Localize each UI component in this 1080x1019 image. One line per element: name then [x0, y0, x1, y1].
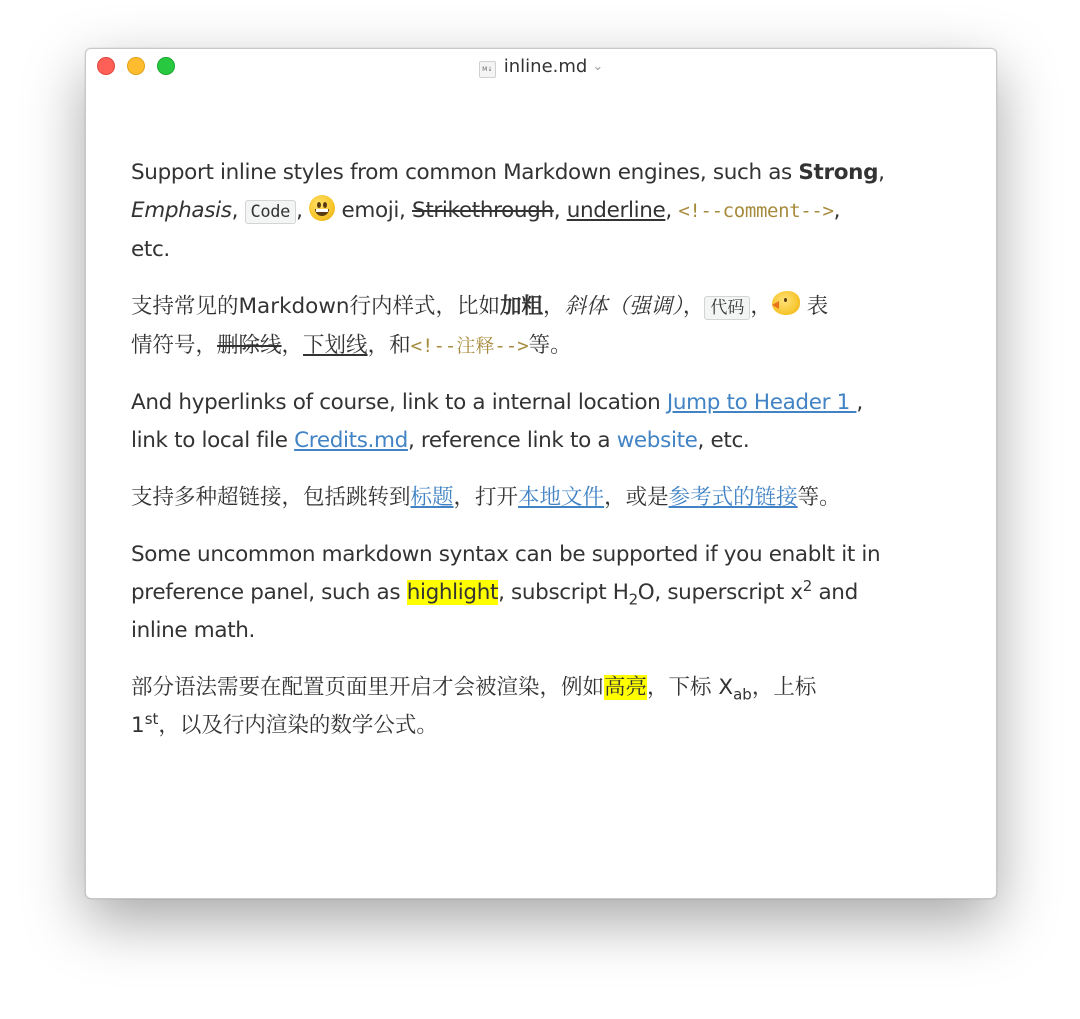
- link-credits-file[interactable]: Credits.md: [294, 428, 408, 453]
- html-comment: <!--comment-->: [678, 200, 834, 222]
- paragraph-inline-styles-zh: [131, 288, 951, 365]
- text-span: ，以及行内渲染的数学公式。: [158, 713, 438, 738]
- text-span: ，下标 X: [647, 675, 734, 700]
- text-span: ，打开: [453, 485, 519, 510]
- editor-window: [85, 48, 997, 899]
- grinning-face-emoji-icon: [309, 195, 335, 221]
- link-header[interactable]: 标题: [410, 485, 454, 510]
- strikethrough-text: 删除线: [217, 333, 282, 358]
- document-content[interactable]: [131, 154, 951, 764]
- window-title: inline.md: [503, 56, 588, 77]
- paragraph-hyperlinks-zh: [131, 479, 951, 517]
- paragraph-inline-styles-en: [131, 154, 951, 269]
- text-span: , reference link to a: [407, 428, 617, 453]
- chevron-down-icon[interactable]: ⌄: [592, 59, 604, 74]
- title-bar[interactable]: [86, 49, 996, 85]
- markdown-file-icon: M↓: [479, 61, 496, 78]
- strikethrough-text: Strikethrough: [412, 198, 554, 223]
- text-span: ，: [750, 294, 772, 319]
- text-span: 等。: [528, 333, 572, 358]
- chick-emoji-icon: [772, 291, 800, 315]
- subscript-text: 2: [628, 590, 638, 609]
- subscript-text: ab: [733, 685, 752, 704]
- paragraph-uncommon-syntax-en: [131, 536, 951, 650]
- text-span: ,: [878, 160, 885, 185]
- window-title-group[interactable]: [86, 56, 996, 78]
- text-span: , subscript H: [498, 580, 629, 605]
- paragraph-hyperlinks-en: [131, 384, 951, 460]
- text-span: 表: [799, 294, 829, 319]
- text-span: 等。: [797, 485, 841, 510]
- text-span: ,: [856, 390, 863, 415]
- text-span: ,: [553, 198, 567, 223]
- text-span: and: [812, 580, 858, 605]
- text-span: emoji,: [335, 198, 413, 223]
- text-span: ，: [682, 294, 705, 319]
- html-comment: <!--注释-->: [410, 335, 529, 357]
- text-span: ，和: [367, 333, 411, 358]
- text-span: etc.: [131, 237, 170, 262]
- emphasis-text: 斜体（强调）: [564, 294, 683, 319]
- superscript-text: st: [144, 709, 159, 728]
- text-span: And hyperlinks of course, link to a internal location: [131, 390, 667, 415]
- strong-text: 加粗: [500, 294, 544, 319]
- text-span: 1: [131, 713, 145, 738]
- link-website[interactable]: website: [616, 428, 698, 453]
- text-span: 支持多种超链接，包括跳转到: [131, 485, 411, 510]
- inline-code: 代码: [704, 296, 750, 320]
- text-span: ,: [665, 198, 679, 223]
- link-jump-to-header[interactable]: Jump to Header 1: [666, 390, 857, 415]
- text-span: ，: [281, 333, 304, 358]
- highlight-text: highlight: [406, 580, 499, 605]
- text-span: 支持常见的Markdown行内样式，比如: [131, 294, 501, 319]
- text-span: Some uncommon markdown syntax can be supported if you enablt it in: [131, 542, 881, 567]
- underline-text: underline: [566, 198, 666, 223]
- text-span: 情符号，: [131, 333, 218, 358]
- text-span: preference panel, such as: [131, 580, 407, 605]
- text-span: O, superscript x: [637, 580, 803, 605]
- text-span: Support inline styles from common Markdown engines, such as: [131, 160, 799, 185]
- link-reference[interactable]: 参考式的链接: [668, 485, 798, 510]
- text-span: ,: [833, 198, 841, 223]
- text-span: ，或是: [604, 485, 669, 510]
- text-span: inline math.: [131, 618, 256, 643]
- text-span: link to local file: [131, 428, 295, 453]
- superscript-text: 2: [802, 576, 812, 595]
- text-span: 部分语法需要在配置页面里开启才会被渲染，例如: [131, 675, 605, 700]
- text-span: ,: [296, 198, 310, 223]
- emphasis-text: Emphasis: [131, 198, 232, 223]
- highlight-text: 高亮: [604, 675, 648, 700]
- text-span: ，上标: [751, 675, 817, 700]
- text-span: , etc.: [697, 428, 750, 453]
- underline-text: 下划线: [303, 333, 368, 358]
- text-span: ，: [543, 294, 565, 319]
- inline-code: Code: [245, 200, 297, 224]
- strong-text: Strong: [798, 160, 879, 185]
- link-local-file[interactable]: 本地文件: [518, 485, 605, 510]
- text-span: ,: [231, 198, 245, 223]
- paragraph-uncommon-syntax-zh: [131, 669, 951, 745]
